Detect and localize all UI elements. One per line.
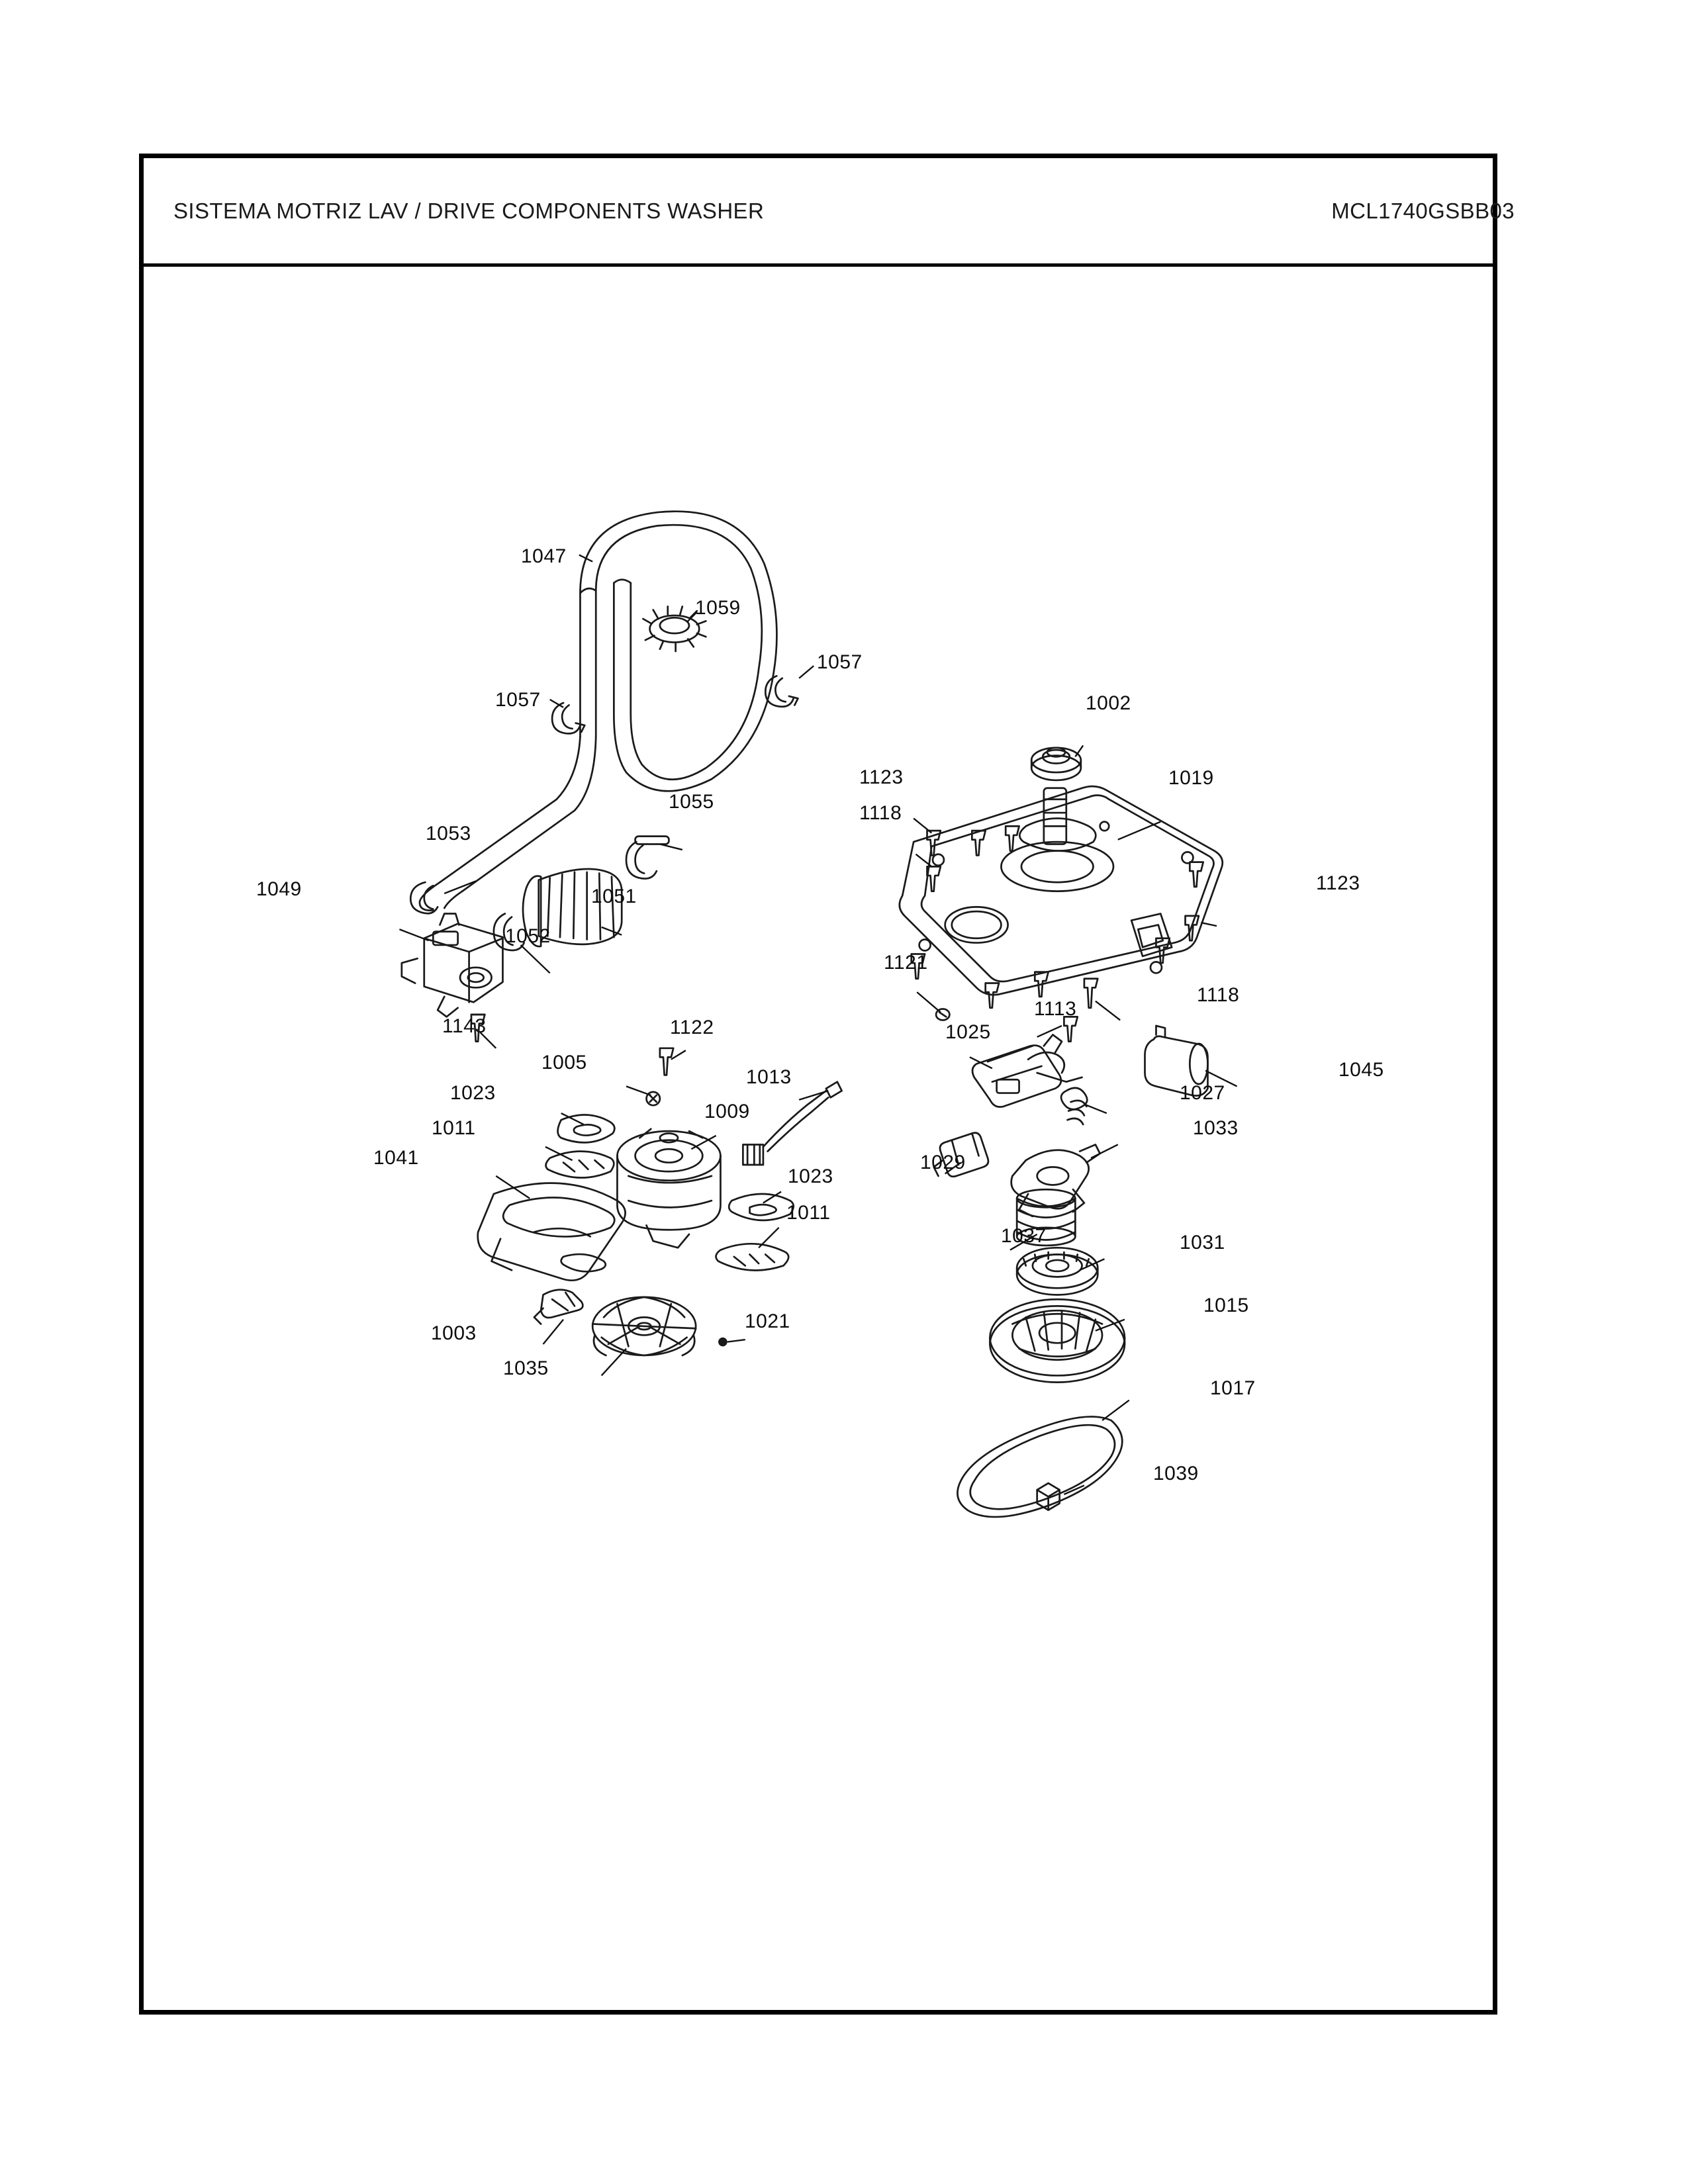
callout-1005: 1005 (541, 1052, 587, 1073)
callout-1143: 1143 (442, 1015, 487, 1037)
model-number: MCL1740GSBB03 (1331, 199, 1515, 223)
callout-1118-upper: 1118 (859, 802, 902, 824)
page-title: SISTEMA MOTRIZ LAV / DRIVE COMPONENTS WASHER (173, 199, 765, 223)
callout-1039: 1039 (1153, 1463, 1199, 1484)
callout-1051: 1051 (591, 886, 637, 907)
callout-1015: 1015 (1203, 1295, 1249, 1316)
callout-1041: 1041 (373, 1147, 419, 1169)
callout-1011-lower: 1011 (786, 1202, 831, 1224)
callout-1009: 1009 (704, 1101, 750, 1122)
callout-1053: 1053 (426, 823, 471, 844)
callout-1047: 1047 (521, 545, 567, 567)
callout-1049: 1049 (256, 878, 302, 900)
callout-1123-lower: 1123 (1316, 872, 1360, 894)
callout-1021: 1021 (745, 1310, 790, 1332)
callout-1123-upper: 1123 (859, 766, 904, 788)
callout-1023-lower: 1023 (788, 1165, 833, 1187)
callout-1002: 1002 (1086, 692, 1131, 714)
callout-1052: 1052 (505, 925, 551, 947)
callout-1003: 1003 (431, 1322, 477, 1344)
page-border (139, 154, 1497, 2015)
callout-1113: 1113 (1034, 998, 1077, 1020)
callout-1027: 1027 (1180, 1082, 1225, 1104)
callout-1017: 1017 (1210, 1377, 1256, 1399)
callout-1045: 1045 (1338, 1059, 1384, 1081)
callout-1122: 1122 (670, 1017, 714, 1038)
callout-1057-right: 1057 (817, 651, 863, 673)
callout-1023-upper: 1023 (450, 1082, 496, 1104)
header-divider (144, 263, 1493, 267)
callout-1057-left: 1057 (495, 689, 541, 711)
callout-1019: 1019 (1168, 767, 1214, 789)
callout-1037: 1037 (1001, 1225, 1047, 1247)
callout-1035: 1035 (503, 1357, 549, 1379)
callout-1011-upper: 1011 (432, 1117, 476, 1139)
callout-1055: 1055 (669, 791, 714, 813)
callout-1031: 1031 (1180, 1232, 1225, 1253)
callout-1029: 1029 (920, 1152, 966, 1173)
callout-1121: 1121 (884, 952, 928, 974)
callout-1025: 1025 (945, 1021, 991, 1043)
callout-1059: 1059 (695, 597, 741, 619)
callout-1033: 1033 (1193, 1117, 1239, 1139)
callout-1118-lower: 1118 (1197, 984, 1240, 1006)
callout-1013: 1013 (746, 1066, 792, 1088)
